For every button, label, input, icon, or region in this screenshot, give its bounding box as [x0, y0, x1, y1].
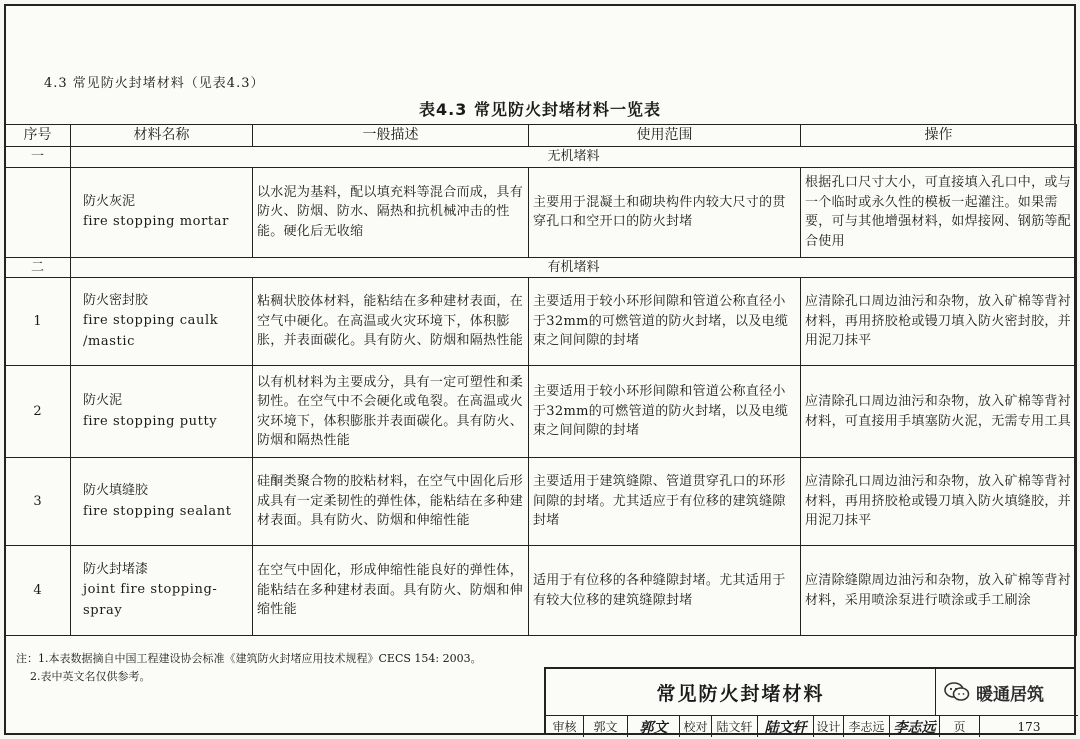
section-heading: 4.3 常见防火封堵材料（见表4.3）: [44, 76, 265, 91]
material-name: [71, 546, 253, 636]
title-block: [544, 667, 1076, 735]
header-scope: 使用范围: [529, 125, 801, 147]
category-seq: 二: [5, 257, 71, 278]
material-name-en: fire stopping caulk /mastic: [83, 313, 219, 349]
material-desc: 硅酮类聚合物的胶粘材料，在空气中固化后形成具有一定柔韧性的弹性体，能粘结在多种建材表面。具有防火、防烟和伸缩性能: [253, 458, 529, 546]
design-label: 设计: [814, 716, 844, 737]
check-label: 校对: [680, 716, 712, 737]
table-row: [5, 366, 1077, 458]
material-desc: 以有机材料为主要成分，具有一定可塑性和柔韧性。在空气中不会硬化或龟裂。在高温或火灾环境下，体积膨胀并表面碳化。具有防火、防烟和隔热性能: [253, 366, 529, 458]
material-name-cn: 防火密封胶: [83, 293, 149, 309]
row-seq: 3: [5, 458, 71, 546]
note-1: 注：1.本表数据摘自中国工程建设协会标准《建筑防火封堵应用技术规程》CECS 154: 2003。: [16, 652, 482, 665]
reviewer-signature: 郭文: [628, 716, 680, 737]
table-row: [5, 278, 1077, 366]
page-label: 页: [940, 716, 980, 737]
material-name: [71, 278, 253, 366]
wechat-icon: [944, 681, 970, 703]
material-name-en: fire stopping putty: [83, 413, 218, 429]
material-scope: 主要适用于较小环形间隙和管道公称直径小于32mm的可燃管道的防火封堵，以及电缆束之间间隙的封堵: [529, 366, 801, 458]
table-notes: [16, 650, 482, 685]
checker-signature: 陆文轩: [758, 716, 814, 737]
material-op: 应清除孔口周边油污和杂物，放入矿棉等背衬材料，再用挤胶枪或镘刀填入防火密封胶，并用泥刀抹平: [801, 278, 1077, 366]
material-name-cn: 防火填缝胶: [83, 483, 149, 499]
material-desc: 粘稠状胶体材料，能粘结在多种建材表面，在空气中硬化。在高温或火灾环境下，体积膨胀，并表面碳化。具有防火、防烟和隔热性能: [253, 278, 529, 366]
row-seq: 1: [5, 278, 71, 366]
material-name-cn: 防火封堵漆: [83, 562, 149, 578]
material-scope: 主要适用于较小环形间隙和管道公称直径小于32mm的可燃管道的防火封堵，以及电缆束之间间隙的封堵: [529, 278, 801, 366]
table-row: [5, 546, 1077, 636]
page-number: 173: [1017, 719, 1041, 734]
table-row: [5, 167, 1077, 257]
designer-name: 李志远: [844, 716, 890, 737]
title-block-brand: [936, 669, 1078, 715]
row-seq: 4: [5, 546, 71, 636]
material-scope: 适用于有位移的各种缝隙封堵。尤其适用于有较大位移的建筑缝隙封堵: [529, 546, 801, 636]
category-label: 无机堵料: [71, 147, 1077, 168]
material-name-cn: 防火灰泥: [83, 193, 136, 209]
category-label: 有机堵料: [71, 257, 1077, 278]
category-row-inorganic: [5, 147, 1077, 168]
category-seq: 一: [5, 147, 71, 168]
materials-table: [4, 124, 1077, 636]
material-scope: 主要适用于建筑缝隙、管道贯穿孔口的环形间隙的封堵。尤其适应于有位移的建筑缝隙封堵: [529, 458, 801, 546]
material-name: [71, 366, 253, 458]
header-seq: 序号: [5, 125, 71, 147]
watermark-text: 暖通居筑: [976, 684, 1044, 705]
table-row: [5, 458, 1077, 546]
material-name: [71, 167, 253, 257]
material-scope: 主要用于混凝土和砌块构件内较大尺寸的贯穿孔口和空开口的防火封堵: [529, 167, 801, 257]
material-name-cn: 防火泥: [83, 393, 123, 409]
category-row-organic: [5, 257, 1077, 278]
checker-name: 陆文轩: [712, 716, 758, 737]
note-2: 2.表中英文名仅供参考。: [30, 669, 151, 683]
row-seq: 2: [5, 366, 71, 458]
material-op: 应清除孔口周边油污和杂物，放入矿棉等背衬材料，可直接用手填塞防火泥，无需专用工具: [801, 366, 1077, 458]
row-seq: [5, 167, 71, 257]
material-name: [71, 458, 253, 546]
material-desc: 以水泥为基料，配以填充料等混合而成，具有防火、防烟、防水、隔热和抗机械冲击的性能。硬化后无收缩: [253, 167, 529, 257]
material-op: 应清除孔口周边油污和杂物，放入矿棉等背衬材料，再用挤胶枪或镘刀填入防火填缝胶，并用泥刀抹平: [801, 458, 1077, 546]
material-op: 根据孔口尺寸大小，可直接填入孔口中，或与一个临时或永久性的模板一起灌注。如果需要，可与其他增强材料，如焊接网、钢筋等配合使用: [801, 167, 1077, 257]
review-label: 审核: [546, 716, 584, 737]
title-block-signature-row: [546, 715, 1078, 737]
table-header-row: [5, 125, 1077, 147]
title-block-title: 常见防火封堵材料: [546, 669, 936, 715]
material-name-en: fire stopping sealant: [83, 503, 232, 519]
header-desc: 一般描述: [253, 125, 529, 147]
material-name-en: fire stopping mortar: [83, 214, 229, 229]
designer-signature: 李志远: [890, 716, 940, 737]
header-op: 操作: [801, 125, 1077, 147]
material-desc: 在空气中固化，形成伸缩性能良好的弹性体，能粘结在多种建材表面。具有防火、防烟和伸缩性能: [253, 546, 529, 636]
reviewer-name: 郭文: [584, 716, 628, 737]
table-title: 表4.3 常见防火封堵材料一览表: [419, 100, 661, 119]
material-name-en: joint fire stopping-spray: [83, 582, 218, 618]
material-op: 应清除缝隙周边油污和杂物，放入矿棉等背衬材料，采用喷涂泵进行喷涂或手工刷涂: [801, 546, 1077, 636]
header-name: 材料名称: [71, 125, 253, 147]
